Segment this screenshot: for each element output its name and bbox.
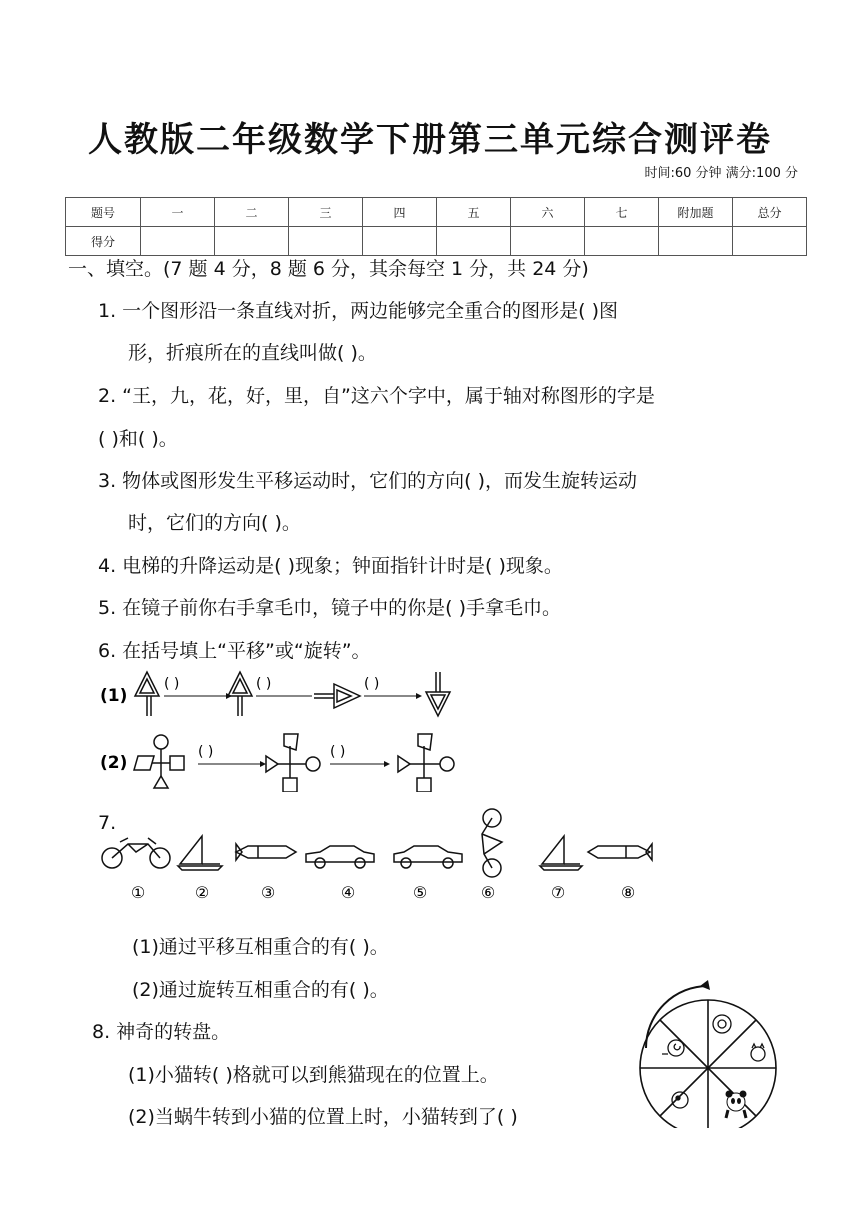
vehicle-shapes (98, 808, 668, 904)
car-icon (306, 846, 374, 868)
question-2-line-2: ( )和( )。 (98, 428, 178, 450)
row-label: (1) (100, 686, 128, 706)
spinner-wheel (628, 968, 788, 1132)
score-cell[interactable] (141, 227, 215, 256)
question-7-part-1: (1)通过平移互相重合的有( )。 (132, 936, 389, 958)
triangle-up-icon (228, 672, 252, 716)
question-6: 6. 在括号填上“平移”或“旋转”。 (98, 640, 371, 662)
table-cell: 一 (141, 198, 215, 227)
svg-text:( ): ( ) (330, 744, 346, 760)
svg-text:( ): ( ) (164, 676, 180, 692)
question-7: 7. (98, 812, 117, 834)
question-3-line-1: 3. 物体或图形发生平移运动时，它们的方向( )，而发生旋转运动 (98, 470, 638, 492)
figure-number: ② (194, 883, 210, 902)
bird-icon (672, 1092, 688, 1108)
transformation-diagram-2 (98, 728, 468, 792)
figure-number: ⑥ (480, 883, 496, 902)
svg-text:( ): ( ) (198, 744, 214, 760)
question-8: 8. 神奇的转盘。 (92, 1021, 231, 1043)
table-cell: 五 (437, 198, 511, 227)
panda-icon (726, 1091, 747, 1119)
rocket-left-icon (588, 844, 652, 860)
transformation-diagram-1 (98, 668, 468, 720)
table-cell: 七 (585, 198, 659, 227)
cat-icon (751, 1044, 765, 1061)
motorcycle-rotated-icon (482, 809, 502, 877)
score-cell[interactable] (733, 227, 807, 256)
lion-icon (713, 1015, 731, 1033)
spinner-wheel-icon (628, 968, 788, 1128)
question-4: 4. 电梯的升降运动是( )现象；钟面指针计时是( )现象。 (98, 555, 563, 577)
score-cell[interactable] (659, 227, 733, 256)
sailboat-icon (178, 836, 222, 870)
cross-shapes-icon (134, 735, 184, 788)
score-table (65, 197, 807, 256)
triangle-up-icon (135, 672, 159, 716)
figure-number: ⑤ (412, 883, 428, 902)
table-cell: 题号 (66, 198, 141, 227)
score-cell[interactable] (215, 227, 289, 256)
sailboat-icon (540, 836, 582, 870)
question-8-part-1: (1)小猫转( )格就可以到熊猫现在的位置上。 (128, 1064, 499, 1086)
question-1-line-1: 1. 一个图形沿一条直线对折，两边能够完全重合的图形是( )图 (98, 300, 619, 322)
page-title: 人教版二年级数学下册第三单元综合测评卷 (88, 120, 772, 160)
triangle-down-icon (426, 672, 450, 716)
table-cell: 二 (215, 198, 289, 227)
cross-shapes-icon (398, 734, 454, 792)
question-7-part-2: (2)通过旋转互相重合的有( )。 (132, 979, 389, 1001)
row-label: (2) (100, 753, 128, 773)
table-cell: 附加题 (659, 198, 733, 227)
score-cell[interactable] (363, 227, 437, 256)
table-cell: 总分 (733, 198, 807, 227)
score-cell[interactable] (511, 227, 585, 256)
motorcycle-icon (102, 838, 170, 868)
cross-shapes-icon (266, 734, 320, 792)
table-cell: 得分 (66, 227, 141, 256)
figure-number: ⑧ (620, 883, 636, 902)
score-cell[interactable] (289, 227, 363, 256)
snail-icon (662, 1040, 684, 1056)
svg-text:( ): ( ) (256, 676, 272, 692)
score-cell[interactable] (585, 227, 659, 256)
table-row (66, 227, 807, 256)
table-cell: 四 (363, 198, 437, 227)
section-heading: 一、填空。(7 题 4 分，8 题 6 分，其余每空 1 分，共 24 分) (68, 258, 589, 280)
triangle-right-icon (314, 684, 360, 708)
svg-text:( ): ( ) (364, 676, 380, 692)
rocket-icon (236, 844, 296, 860)
figure-number: ③ (260, 883, 276, 902)
table-cell: 三 (289, 198, 363, 227)
table-row (66, 198, 807, 227)
question-8-part-2: (2)当蜗牛转到小猫的位置上时，小猫转到了( ) (128, 1106, 518, 1128)
figure-number: ⑦ (550, 883, 566, 902)
question-1-line-2: 形，折痕所在的直线叫做( )。 (128, 342, 377, 364)
q7-figure-row (98, 808, 668, 908)
table-cell: 六 (511, 198, 585, 227)
car-icon (394, 846, 462, 868)
q6-figure-row-2 (98, 728, 468, 796)
score-cell[interactable] (437, 227, 511, 256)
figure-number: ④ (340, 883, 356, 902)
exam-meta: 时间:60 分钟 满分:100 分 (644, 166, 798, 181)
question-2-line-1: 2. “王，九，花，好，里，自”这六个字中，属于轴对称图形的字是 (98, 385, 655, 407)
question-3-line-2: 时，它们的方向( )。 (128, 512, 301, 534)
figure-number: ① (130, 883, 146, 902)
question-5: 5. 在镜子前你右手拿毛巾，镜子中的你是( )手拿毛巾。 (98, 597, 562, 619)
q6-figure-row-1 (98, 668, 468, 724)
